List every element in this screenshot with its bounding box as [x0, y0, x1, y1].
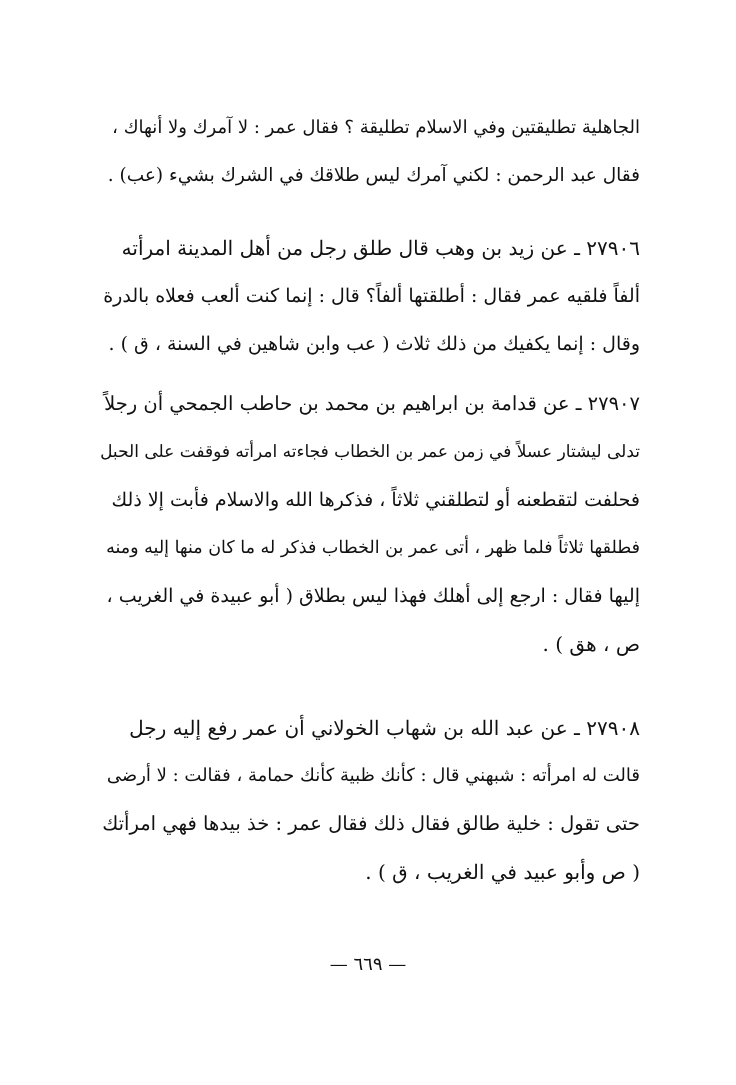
text-line: إليها فقال : ارجع إلى أهلك فهذا ليس بطلاق ( أبو عبيدة في الغريب ، [106, 585, 640, 607]
hadith-27906 [100, 224, 640, 368]
text-line: حتى تقول : خلية طالق فقال ذلك فقال عمر : خذ بيدها فهي امرأتك [102, 812, 640, 835]
paragraph-1 [100, 104, 640, 200]
text-line: ٢٧٩٠٨ ـ عن عبد الله بن شهاب الخولاني أن عمر رفع إليه رجل [129, 716, 640, 740]
text-line: فحلفت لتقطعنه أو لتطلقني ثلاثاً ، فذكرها الله والاسلام فأبت إلا ذلك [111, 489, 640, 511]
text-line: فقال عبد الرحمن : لكني آمرك ليس طلاقك في الشرك بشيء (عب) . [107, 165, 640, 186]
text-line: وقال : إنما يكفيك من ذلك ثلاث ( عب وابن شاهين في السنة ، ق ) . [108, 333, 640, 355]
hadith-27907 [100, 380, 640, 668]
text-line: فطلقها ثلاثاً فلما ظهر ، أتى عمر بن الخطاب فذكر له ما كان منها إليه ومنه [106, 538, 640, 558]
text-line: تدلى ليشتار عسلاً في زمن عمر بن الخطاب فجاءته امرأته فوقفت على الحبل [100, 442, 640, 462]
text-line: ألفاً فلقيه عمر فقال : أطلقتها ألفاً؟ قال : إنما كنت ألعب فعلاه بالدرة [103, 285, 640, 307]
text-line: ٢٧٩٠٦ ـ عن زيد بن وهب قال طلق رجل من أهل المدينة امرأته [121, 236, 640, 260]
text-line: ص ، هق ) . [542, 632, 640, 656]
page-number: — ٦٦٩ — [329, 954, 407, 975]
text-line: الجاهلية تطليقتين وفي الاسلام تطليقة ؟ فقال عمر : لا آمرك ولا أنهاك ، [112, 117, 640, 138]
text-line: قالت له امرأته : شبهني قال : كأنك ظبية كأنك حمامة ، فقالت : لا أرضى [106, 765, 640, 786]
text-line: ( ص وأبو عبيد في الغريب ، ق ) . [365, 860, 640, 884]
text-line: ٢٧٩٠٧ ـ عن قدامة بن ابراهيم بن محمد بن حاطب الجمحي أن رجلاً [104, 392, 640, 415]
hadith-27908 [100, 704, 640, 896]
